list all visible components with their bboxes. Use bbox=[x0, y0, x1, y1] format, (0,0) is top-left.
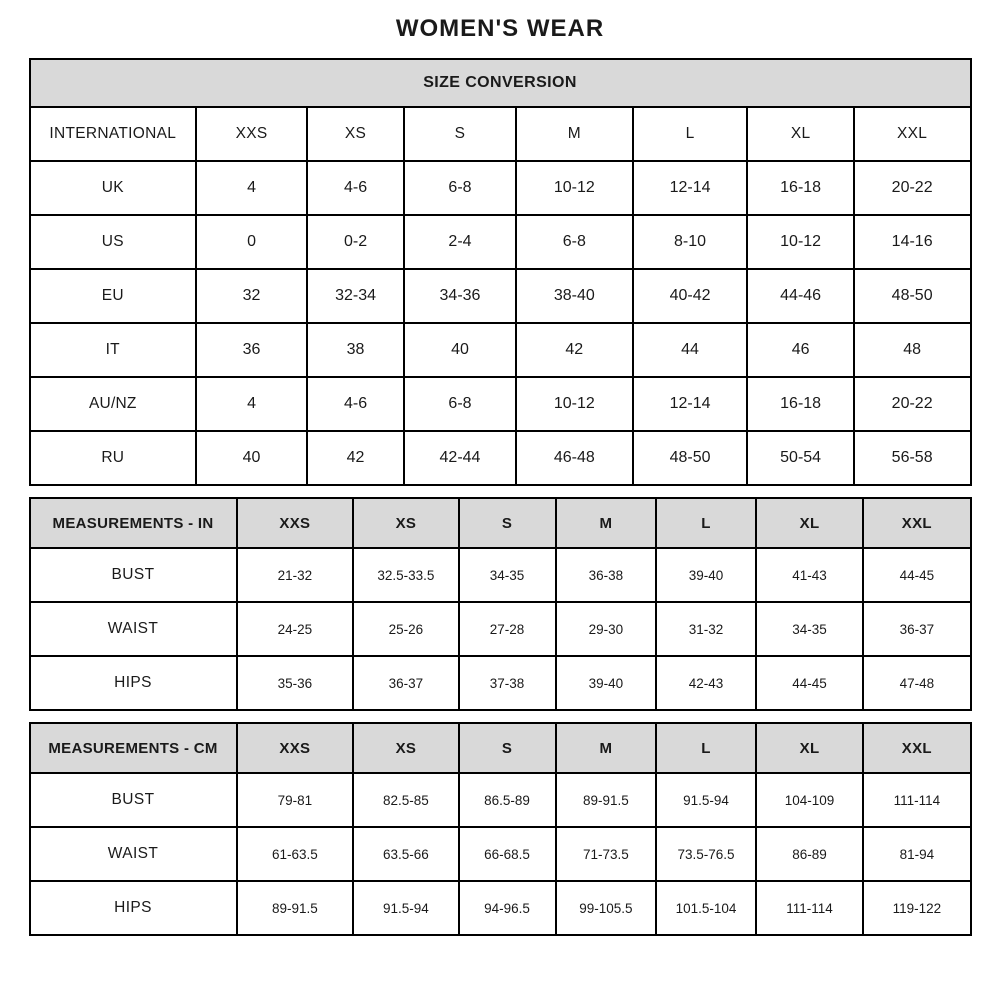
table-cell: 38-40 bbox=[516, 269, 633, 323]
table-cell: 34-36 bbox=[404, 269, 516, 323]
table-cell: 27-28 bbox=[459, 602, 556, 656]
column-header: S bbox=[459, 498, 556, 548]
table-cell: 21-32 bbox=[237, 548, 354, 602]
table-cell: 39-40 bbox=[656, 548, 756, 602]
table-cell: 34-35 bbox=[756, 602, 863, 656]
table-cell: 46-48 bbox=[516, 431, 633, 485]
table-cell: 42-44 bbox=[404, 431, 516, 485]
column-header: XXL bbox=[854, 107, 971, 161]
table-cell: 86-89 bbox=[756, 827, 863, 881]
table-cell: 48 bbox=[854, 323, 971, 377]
measurements-cm-table bbox=[29, 722, 972, 936]
measurements-in-table bbox=[29, 497, 972, 711]
page-title: WOMEN'S WEAR bbox=[395, 15, 605, 42]
row-label: HIPS bbox=[30, 656, 237, 710]
row-label: AU/NZ bbox=[30, 377, 197, 431]
table-cell: 0-2 bbox=[307, 215, 404, 269]
row-label: IT bbox=[30, 323, 197, 377]
row-label: WAIST bbox=[30, 827, 237, 881]
table-cell: 50-54 bbox=[747, 431, 853, 485]
table-cell: 10-12 bbox=[747, 215, 853, 269]
table-cell: 6-8 bbox=[404, 161, 516, 215]
table-cell: 46 bbox=[747, 323, 853, 377]
table-row bbox=[30, 323, 971, 377]
table-cell: 111-114 bbox=[863, 773, 970, 827]
table-cell: 89-91.5 bbox=[556, 773, 657, 827]
table-cell: 34-35 bbox=[459, 548, 556, 602]
table-cell: 20-22 bbox=[854, 377, 971, 431]
table-cell: 31-32 bbox=[656, 602, 756, 656]
column-header: M bbox=[556, 498, 657, 548]
table-cell: 36-37 bbox=[353, 656, 458, 710]
column-header: L bbox=[656, 498, 756, 548]
column-header: XXS bbox=[237, 498, 354, 548]
column-header: XXL bbox=[863, 723, 970, 773]
table-cell: 6-8 bbox=[404, 377, 516, 431]
table-cell: 63.5-66 bbox=[353, 827, 458, 881]
table-cell: 32-34 bbox=[307, 269, 404, 323]
table-row bbox=[30, 431, 971, 485]
table-row bbox=[30, 773, 971, 827]
column-header-row bbox=[30, 498, 971, 548]
table-cell: 10-12 bbox=[516, 161, 633, 215]
table-row bbox=[30, 161, 971, 215]
column-header-row bbox=[30, 107, 971, 161]
table-cell: 14-16 bbox=[854, 215, 971, 269]
column-header: MEASUREMENTS - IN bbox=[30, 498, 237, 548]
row-label: EU bbox=[30, 269, 197, 323]
column-header: S bbox=[404, 107, 516, 161]
table-cell: 44 bbox=[633, 323, 748, 377]
table-cell: 42-43 bbox=[656, 656, 756, 710]
table-cell: 12-14 bbox=[633, 161, 748, 215]
table-row bbox=[30, 602, 971, 656]
column-header: XL bbox=[747, 107, 853, 161]
row-label: US bbox=[30, 215, 197, 269]
table-cell: 48-50 bbox=[854, 269, 971, 323]
table-cell: 119-122 bbox=[863, 881, 970, 935]
table-cell: 4 bbox=[196, 161, 307, 215]
table-cell: 73.5-76.5 bbox=[656, 827, 756, 881]
table-cell: 101.5-104 bbox=[656, 881, 756, 935]
table-cell: 42 bbox=[516, 323, 633, 377]
table-cell: 91.5-94 bbox=[656, 773, 756, 827]
table-cell: 104-109 bbox=[756, 773, 863, 827]
table-cell: 79-81 bbox=[237, 773, 354, 827]
table-cell: 4-6 bbox=[307, 161, 404, 215]
table-banner-row bbox=[30, 59, 971, 107]
table-cell: 10-12 bbox=[516, 377, 633, 431]
table-cell: 4-6 bbox=[307, 377, 404, 431]
table-cell: 40-42 bbox=[633, 269, 748, 323]
row-label: HIPS bbox=[30, 881, 237, 935]
table-cell: 91.5-94 bbox=[353, 881, 458, 935]
column-header: XS bbox=[307, 107, 404, 161]
table-cell: 94-96.5 bbox=[459, 881, 556, 935]
table-row bbox=[30, 269, 971, 323]
table-cell: 35-36 bbox=[237, 656, 354, 710]
table-cell: 25-26 bbox=[353, 602, 458, 656]
table-cell: 42 bbox=[307, 431, 404, 485]
column-header: XL bbox=[756, 723, 863, 773]
table-cell: 86.5-89 bbox=[459, 773, 556, 827]
column-header: XXL bbox=[863, 498, 970, 548]
table-cell: 2-4 bbox=[404, 215, 516, 269]
row-label: UK bbox=[30, 161, 197, 215]
table-cell: 66-68.5 bbox=[459, 827, 556, 881]
table-cell: 82.5-85 bbox=[353, 773, 458, 827]
table-row bbox=[30, 827, 971, 881]
table-row bbox=[30, 377, 971, 431]
column-header: M bbox=[556, 723, 657, 773]
table-cell: 44-46 bbox=[747, 269, 853, 323]
table-cell: 48-50 bbox=[633, 431, 748, 485]
row-label: RU bbox=[30, 431, 197, 485]
table-cell: 81-94 bbox=[863, 827, 970, 881]
table-row bbox=[30, 215, 971, 269]
column-header: XS bbox=[353, 723, 458, 773]
column-header: L bbox=[656, 723, 756, 773]
column-header: M bbox=[516, 107, 633, 161]
column-header: MEASUREMENTS - CM bbox=[30, 723, 237, 773]
table-cell: 40 bbox=[404, 323, 516, 377]
table-cell: 32.5-33.5 bbox=[353, 548, 458, 602]
table-cell: 41-43 bbox=[756, 548, 863, 602]
table-cell: 24-25 bbox=[237, 602, 354, 656]
table-cell: 56-58 bbox=[854, 431, 971, 485]
table-cell: 36 bbox=[196, 323, 307, 377]
row-label: BUST bbox=[30, 773, 237, 827]
table-cell: 61-63.5 bbox=[237, 827, 354, 881]
table-cell: 44-45 bbox=[863, 548, 970, 602]
column-header: XS bbox=[353, 498, 458, 548]
table-row bbox=[30, 548, 971, 602]
table-cell: 4 bbox=[196, 377, 307, 431]
size-conversion-table bbox=[29, 58, 972, 486]
column-header: XL bbox=[756, 498, 863, 548]
column-header-row bbox=[30, 723, 971, 773]
table-cell: 111-114 bbox=[756, 881, 863, 935]
table-cell: 16-18 bbox=[747, 161, 853, 215]
table-cell: 8-10 bbox=[633, 215, 748, 269]
table-cell: 16-18 bbox=[747, 377, 853, 431]
row-label: BUST bbox=[30, 548, 237, 602]
table-cell: 36-37 bbox=[863, 602, 970, 656]
column-header: L bbox=[633, 107, 748, 161]
row-label: WAIST bbox=[30, 602, 237, 656]
table-cell: 6-8 bbox=[516, 215, 633, 269]
table-row bbox=[30, 881, 971, 935]
table-cell: 37-38 bbox=[459, 656, 556, 710]
table-cell: 47-48 bbox=[863, 656, 970, 710]
table-cell: 89-91.5 bbox=[237, 881, 354, 935]
column-header: INTERNATIONAL bbox=[30, 107, 197, 161]
size-conversion-banner: SIZE CONVERSION bbox=[30, 59, 971, 107]
table-cell: 0 bbox=[196, 215, 307, 269]
table-row bbox=[30, 656, 971, 710]
table-cell: 12-14 bbox=[633, 377, 748, 431]
column-header: XXS bbox=[237, 723, 354, 773]
table-cell: 71-73.5 bbox=[556, 827, 657, 881]
column-header: S bbox=[459, 723, 556, 773]
table-cell: 29-30 bbox=[556, 602, 657, 656]
column-header: XXS bbox=[196, 107, 307, 161]
table-cell: 44-45 bbox=[756, 656, 863, 710]
table-cell: 32 bbox=[196, 269, 307, 323]
table-cell: 20-22 bbox=[854, 161, 971, 215]
table-cell: 36-38 bbox=[556, 548, 657, 602]
table-cell: 39-40 bbox=[556, 656, 657, 710]
table-cell: 99-105.5 bbox=[556, 881, 657, 935]
table-cell: 40 bbox=[196, 431, 307, 485]
table-cell: 38 bbox=[307, 323, 404, 377]
